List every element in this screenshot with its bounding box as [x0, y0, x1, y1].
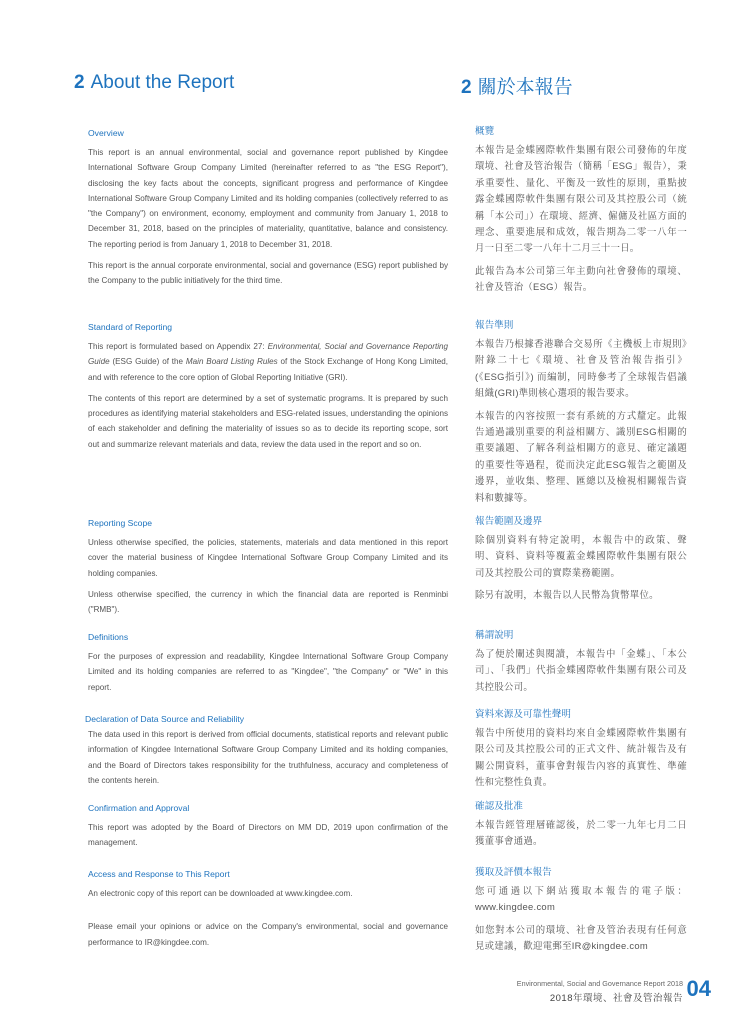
- scope-title: Reporting Scope: [88, 518, 153, 528]
- access-section-zh: [475, 867, 687, 961]
- confirmation-paragraph: This report was adopted by the Board of Directors on MM DD, 2019 upon confirmation of the management.: [88, 823, 448, 848]
- access-title-zh: 獲取及評價本報告: [475, 867, 552, 878]
- scope-paragraph: Unless otherwise specified, the currency in which the financial data are reported is Renminbi ("RMB").: [88, 589, 448, 615]
- declaration-paragraph: The data used in this report is derived from official documents, statistical reports and relevant public information of Kingdee International Software Group Company Limited and its holding companies, and the Board of Directors takes responsibility for the truthfulness, accuracy and completeness of the contents herein.: [88, 730, 448, 785]
- access-section: [88, 868, 448, 956]
- text-run: of the Stock Exchange of Hong Kong Limited, and with reference to the core option of Global Reporting Initiative (GRI).: [88, 357, 448, 382]
- scope-title-zh: 報告範圍及邊界: [475, 516, 543, 527]
- standard-title-zh: 報告準則: [475, 320, 514, 331]
- overview-section: [88, 127, 448, 295]
- definitions-section-zh: [475, 630, 687, 701]
- overview-paragraph-zh: 本報告是金蝶國際軟件集團有限公司發佈的年度環境、社會及管治報告（簡稱「ESG」報告），秉承重要性、量化、平衡及一致性的原則，重點披露金蝶國際軟件集團有限公司及其控股公司（統稱「本公司」）在環境、經濟、僱傭及社區方面的理念、重要進展和成效，報告期為二零一八年一月一日至二零一八年十二月三十一日。: [475, 144, 687, 254]
- declaration-section-zh: [475, 709, 687, 797]
- standard-paragraph-zh: 本報告的內容按照一套有系統的方式釐定。此報告通過識別重要的利益相關方、識別ESG相關的重要議題、了解各利益相關方的意見、確定議題的重要性等過程，從而決定此ESG報告之範圍及邊界，並收集、整理、匯總以及檢視相關報告資料和數據等。: [475, 409, 687, 503]
- scope-paragraph: Unless otherwise specified, the policies, statements, materials and data mentioned in this report cover the material business of Kingdee International Software Group Company Limited and its holding companies.: [88, 538, 448, 578]
- rules-title: Main Board Listing Rules: [185, 357, 278, 367]
- section-heading-en: [74, 72, 234, 94]
- access-paragraph-zh: 您可通過以下網站獲取本報告的電子版：www.kingdee.com: [475, 885, 687, 913]
- heading-text: About the Report: [90, 72, 235, 93]
- confirmation-title: Confirmation and Approval: [88, 803, 190, 813]
- definitions-paragraph-zh: 為了便於闡述與閱讀，本報告中「金蝶」、「本公司」、「我們」代指金蝶國際軟件集團有限公司及其控股公司。: [475, 648, 687, 692]
- standard-paragraph: [88, 339, 448, 385]
- overview-title: Overview: [88, 128, 124, 138]
- heading-text: 關於本報告: [477, 77, 573, 98]
- footer-title-en: Environmental, Social and Governance Report 2018: [516, 979, 683, 988]
- declaration-paragraph-zh: 報告中所使用的資料均來自金蝶國際軟件集團有限公司及其控股公司的正式文件、統計報告及有關公開資料，董事會對報告內容的真實性、準確性和完整性負責。: [475, 727, 687, 788]
- definitions-title-zh: 稱謂說明: [475, 630, 514, 641]
- definitions-title: Definitions: [88, 632, 129, 642]
- confirmation-title-zh: 確認及批准: [475, 801, 523, 812]
- declaration-section: [85, 713, 448, 794]
- standard-section-zh: [475, 320, 687, 512]
- footer-title-zh: 2018年環境、社會及管治報告: [549, 993, 683, 1004]
- guide-title: Environmental, Social and Governance Reporting Guide: [88, 342, 448, 367]
- standard-title: Standard of Reporting: [88, 322, 173, 332]
- definitions-paragraph: For the purposes of expression and readability, Kingdee International Software Group Company Limited and its holding companies are referred to as "Kingdee", "the Company" or "We" in this report.: [88, 652, 448, 692]
- text-run: This report is formulated based on Appendix 27:: [88, 342, 268, 351]
- page-number: 04: [686, 976, 711, 1001]
- access-paragraph-zh: 如您對本公司的環境、社會及管治表現有任何意見或建議，歡迎電郵至IR@kingdee.com: [475, 923, 687, 952]
- confirmation-section-zh: [475, 801, 687, 856]
- overview-paragraph: This report is an annual environmental, social and governance report published by Kingdee International Software Group Company Limited (hereinafter referred to as "the ESG Report"), disclosing the key facts about the concepts, significant progress and performance of Kingdee International Software Group Company Limited and its holding companies (collectively referred to as "the Company") on environment, economy, employment and community from January 1, 2018 to December 31, 2018, based on the principles of materiality, quantitative, balance and consistency. The reporting period is from January 1, 2018 to December 31, 2018.: [88, 148, 448, 249]
- scope-section-zh: [475, 516, 687, 610]
- declaration-title-zh: 資料來源及可靠性聲明: [475, 709, 571, 720]
- section-heading-zh: [461, 72, 573, 99]
- overview-paragraph: This report is the annual corporate environmental, social and governance (ESG) report published by the Company to the public initiatively for the third time.: [88, 261, 448, 286]
- access-title: Access and Response to This Report: [88, 869, 230, 879]
- overview-section-zh: [475, 126, 687, 302]
- standard-section: [88, 321, 448, 458]
- scope-section: [88, 517, 448, 623]
- confirmation-paragraph-zh: 本報告經管理層確認後，於二零一九年七月二日獲董事會通過。: [475, 819, 687, 847]
- heading-number: 2: [74, 72, 85, 93]
- confirmation-section: [88, 802, 448, 857]
- definitions-section: [88, 631, 448, 701]
- declaration-title: Declaration of Data Source and Reliability: [85, 714, 245, 724]
- overview-paragraph-zh: 此報告為本公司第三年主動向社會發佈的環境、社會及管治（ESG）報告。: [475, 264, 687, 293]
- standard-paragraph: The contents of this report are determined by a set of systematic programs. It is prepared by such procedures as identifying material stakeholders and ESG-related issues, understanding the opinions of each stakeholder and defining the materiality of issues so as to decide its reporting scope, sort out and summarize relevant materials and data, review the data used in the report and so on.: [88, 393, 448, 449]
- standard-paragraph-zh: 本報告乃根據香港聯合交易所《主機板上市規則》附錄二十七《環境、社會及管治報告指引》(《ESG指引》) 而編制，同時參考了全球報告倡議組織(GRI)準則核心選項的報告要求。: [475, 338, 687, 399]
- overview-title-zh: 概覽: [475, 126, 495, 137]
- access-paragraph: An electronic copy of this report can be downloaded at www.kingdee.com.: [88, 889, 353, 898]
- heading-number: 2: [461, 77, 472, 98]
- access-paragraph: Please email your opinions or advice on the Company's environmental, social and governance performance to IR@kingdee.com.: [88, 922, 448, 947]
- text-run: (ESG Guide) of the: [109, 357, 186, 367]
- scope-paragraph-zh: 除個別資料有特定說明，本報告中的政策、聲明、資料、資料等覆蓋金蝶國際軟件集團有限公司及其控股公司的實際業務範圍。: [475, 534, 687, 578]
- scope-paragraph-zh: 除另有說明，本報告以人民幣為貨幣單位。: [475, 589, 659, 601]
